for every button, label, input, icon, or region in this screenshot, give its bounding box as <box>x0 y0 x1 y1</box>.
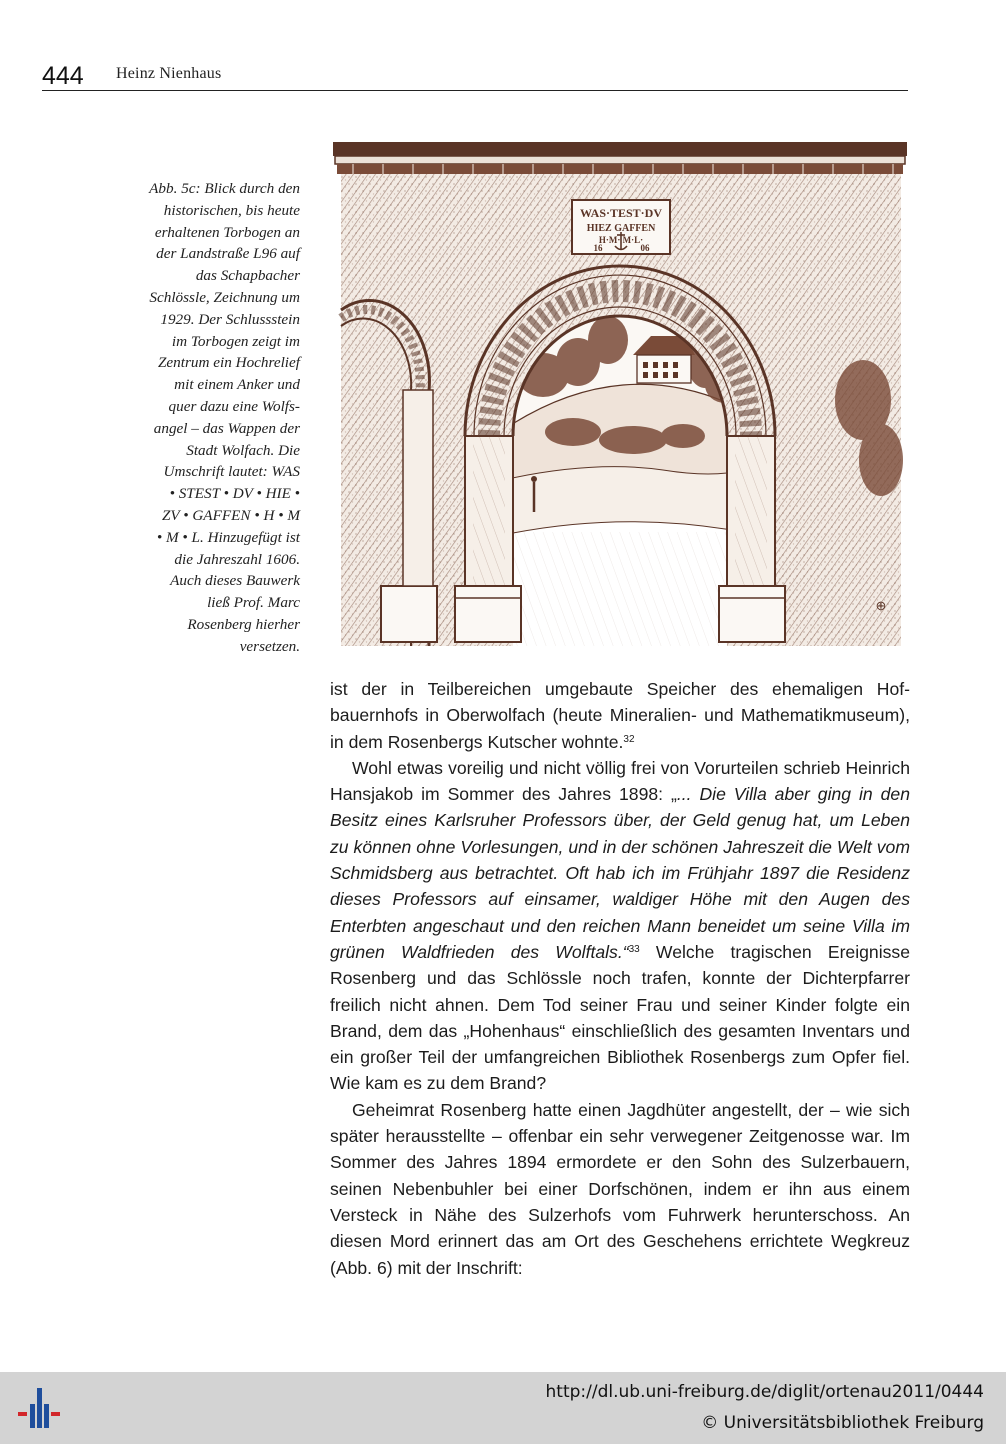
caption-line: Rosenberg hierher <box>187 615 300 633</box>
caption-line: 1929. Der Schlussstein <box>160 310 300 328</box>
caption-line: versetzen. <box>239 637 300 655</box>
caption-line: • M • L. Hinzugefügt ist <box>156 528 300 546</box>
figure-caption <box>108 178 300 658</box>
caption-line: das Schapbacher <box>195 267 300 285</box>
copyright-notice: © Universitätsbibliothek Freiburg <box>701 1413 984 1433</box>
page-header <box>42 62 908 91</box>
keystone-inscription-line2: HIEZ GAFFEN <box>586 223 656 234</box>
library-logo-icon <box>14 1382 64 1434</box>
paragraph <box>330 676 910 755</box>
page-number: 444 <box>42 62 84 90</box>
paragraph-text: Geheimrat Rosenberg hatte einen Jagdhüter angestellt, der – wie sich später herausstellte – offenbar ein sehr verwegener Zeitgenosse war. Im Sommer des Jahres 1894 ermordete er den Sohn des Sulzerbauern, seinen Nebenbuhler bei einer Dorfschönen, indem er ihn aus einem Versteck in Nähe des Sulzerhofs vom Fuhrwerk herunterschoss. An diesen Mord erinnert das am Ort des Geschehens errichtete Wegkreuz (Abb. 6) mit der Inschrift: <box>330 1099 910 1278</box>
caption-line: erhaltenen Torbogen an <box>154 223 300 241</box>
caption-line: angel – das Wappen der <box>153 419 300 437</box>
caption-line: Auch dieses Bauwerk <box>170 572 300 590</box>
caption-line: Abb. 5c: Blick durch den <box>149 180 300 197</box>
keystone-inscription-line3: H·M· M·L· <box>598 235 644 245</box>
running-head: Heinz Nienhaus <box>116 65 222 82</box>
caption-line: mit einem Anker und <box>174 376 300 394</box>
footnote-ref: 32 <box>623 733 635 745</box>
caption-line: quer dazu eine Wolfs- <box>168 397 300 415</box>
paragraph-text: Wohl etwas voreilig und nicht völlig frei von Vorurteilen schrieb Heinrich Hansjakob im Sommer des Jahres 1898: „ <box>330 757 910 805</box>
paragraph-text: Welche tragischen Ereignisse Rosenberg und das Schlössle noch trafen, konnte der Dichterpfarrer freilich nicht ahnen. Dem Tod seiner Frau und seiner Kinder folgte ein Brand, dem das „Hohenhaus“ einschließlich des gesamten Inventars und ein großer Teil der umfangreichen Bibliothek Rosenbergs zum Opfer fiel. Wie kam es zu dem Brand? <box>330 941 910 1094</box>
caption-line: Schlössle, Zeichnung um <box>149 288 300 306</box>
paragraph <box>330 755 910 1097</box>
keystone-year-right: 06 <box>640 243 650 253</box>
permalink-url[interactable]: http://dl.ub.uni-freiburg.de/diglit/ortenau2011/0444 <box>545 1382 984 1402</box>
caption-line: Zentrum ein Hochrelief <box>157 354 300 372</box>
caption-line: ZV • GAFFEN • H • M <box>161 506 300 524</box>
paragraph <box>330 1097 910 1281</box>
caption-line: im Torbogen zeigt im <box>171 332 300 350</box>
keystone-inscription-line1: WAS·TEST·DV <box>579 206 663 220</box>
caption-line: die Jahreszahl 1606. <box>174 550 300 568</box>
keystone-year-left: 16 <box>593 243 603 253</box>
caption-line: historischen, bis heute <box>163 201 300 219</box>
paragraph-text: ist der in Teilbereichen umgebaute Speicher des ehemaligen Hofbauernhofs in Oberwolfach (heute Mineralien- und Mathematikmuseum), in dem Rosenbergs Kutscher wohnte. <box>330 679 910 752</box>
caption-line: • STEST • DV • HIE • <box>169 485 300 503</box>
hansjakob-quote: ... Die Villa aber ging in den Besitz eines Karlsruher Professors über, der Geld genug hat, um Leben zu können ohne Vorlesungen, und in der schönen Jahreszeit die Welt vom Schmidsberg aus betrachtet. Oft hab ich im Frühjahr 1897 die Residenz dieses Professors auf einsamer, waldiger Höhe mit den Augen des Enterbten angeschaut und den reichen Mann beneidet um seine Villa im grünen Waldfrieden des Wolftals.“ <box>330 784 910 962</box>
caption-line: Stadt Wolfach. Die <box>186 441 300 459</box>
archway-drawing <box>333 140 907 646</box>
caption-line: der Landstraße L96 auf <box>156 245 300 263</box>
footer-bar <box>0 1372 1006 1444</box>
footnote-ref: 33 <box>628 943 640 955</box>
body-text <box>330 676 910 1281</box>
artist-monogram: ⊕ <box>875 598 887 613</box>
keystone <box>572 200 670 254</box>
caption-line: Umschrift lautet: WAS <box>163 463 300 481</box>
caption-line: ließ Prof. Marc <box>207 594 300 612</box>
